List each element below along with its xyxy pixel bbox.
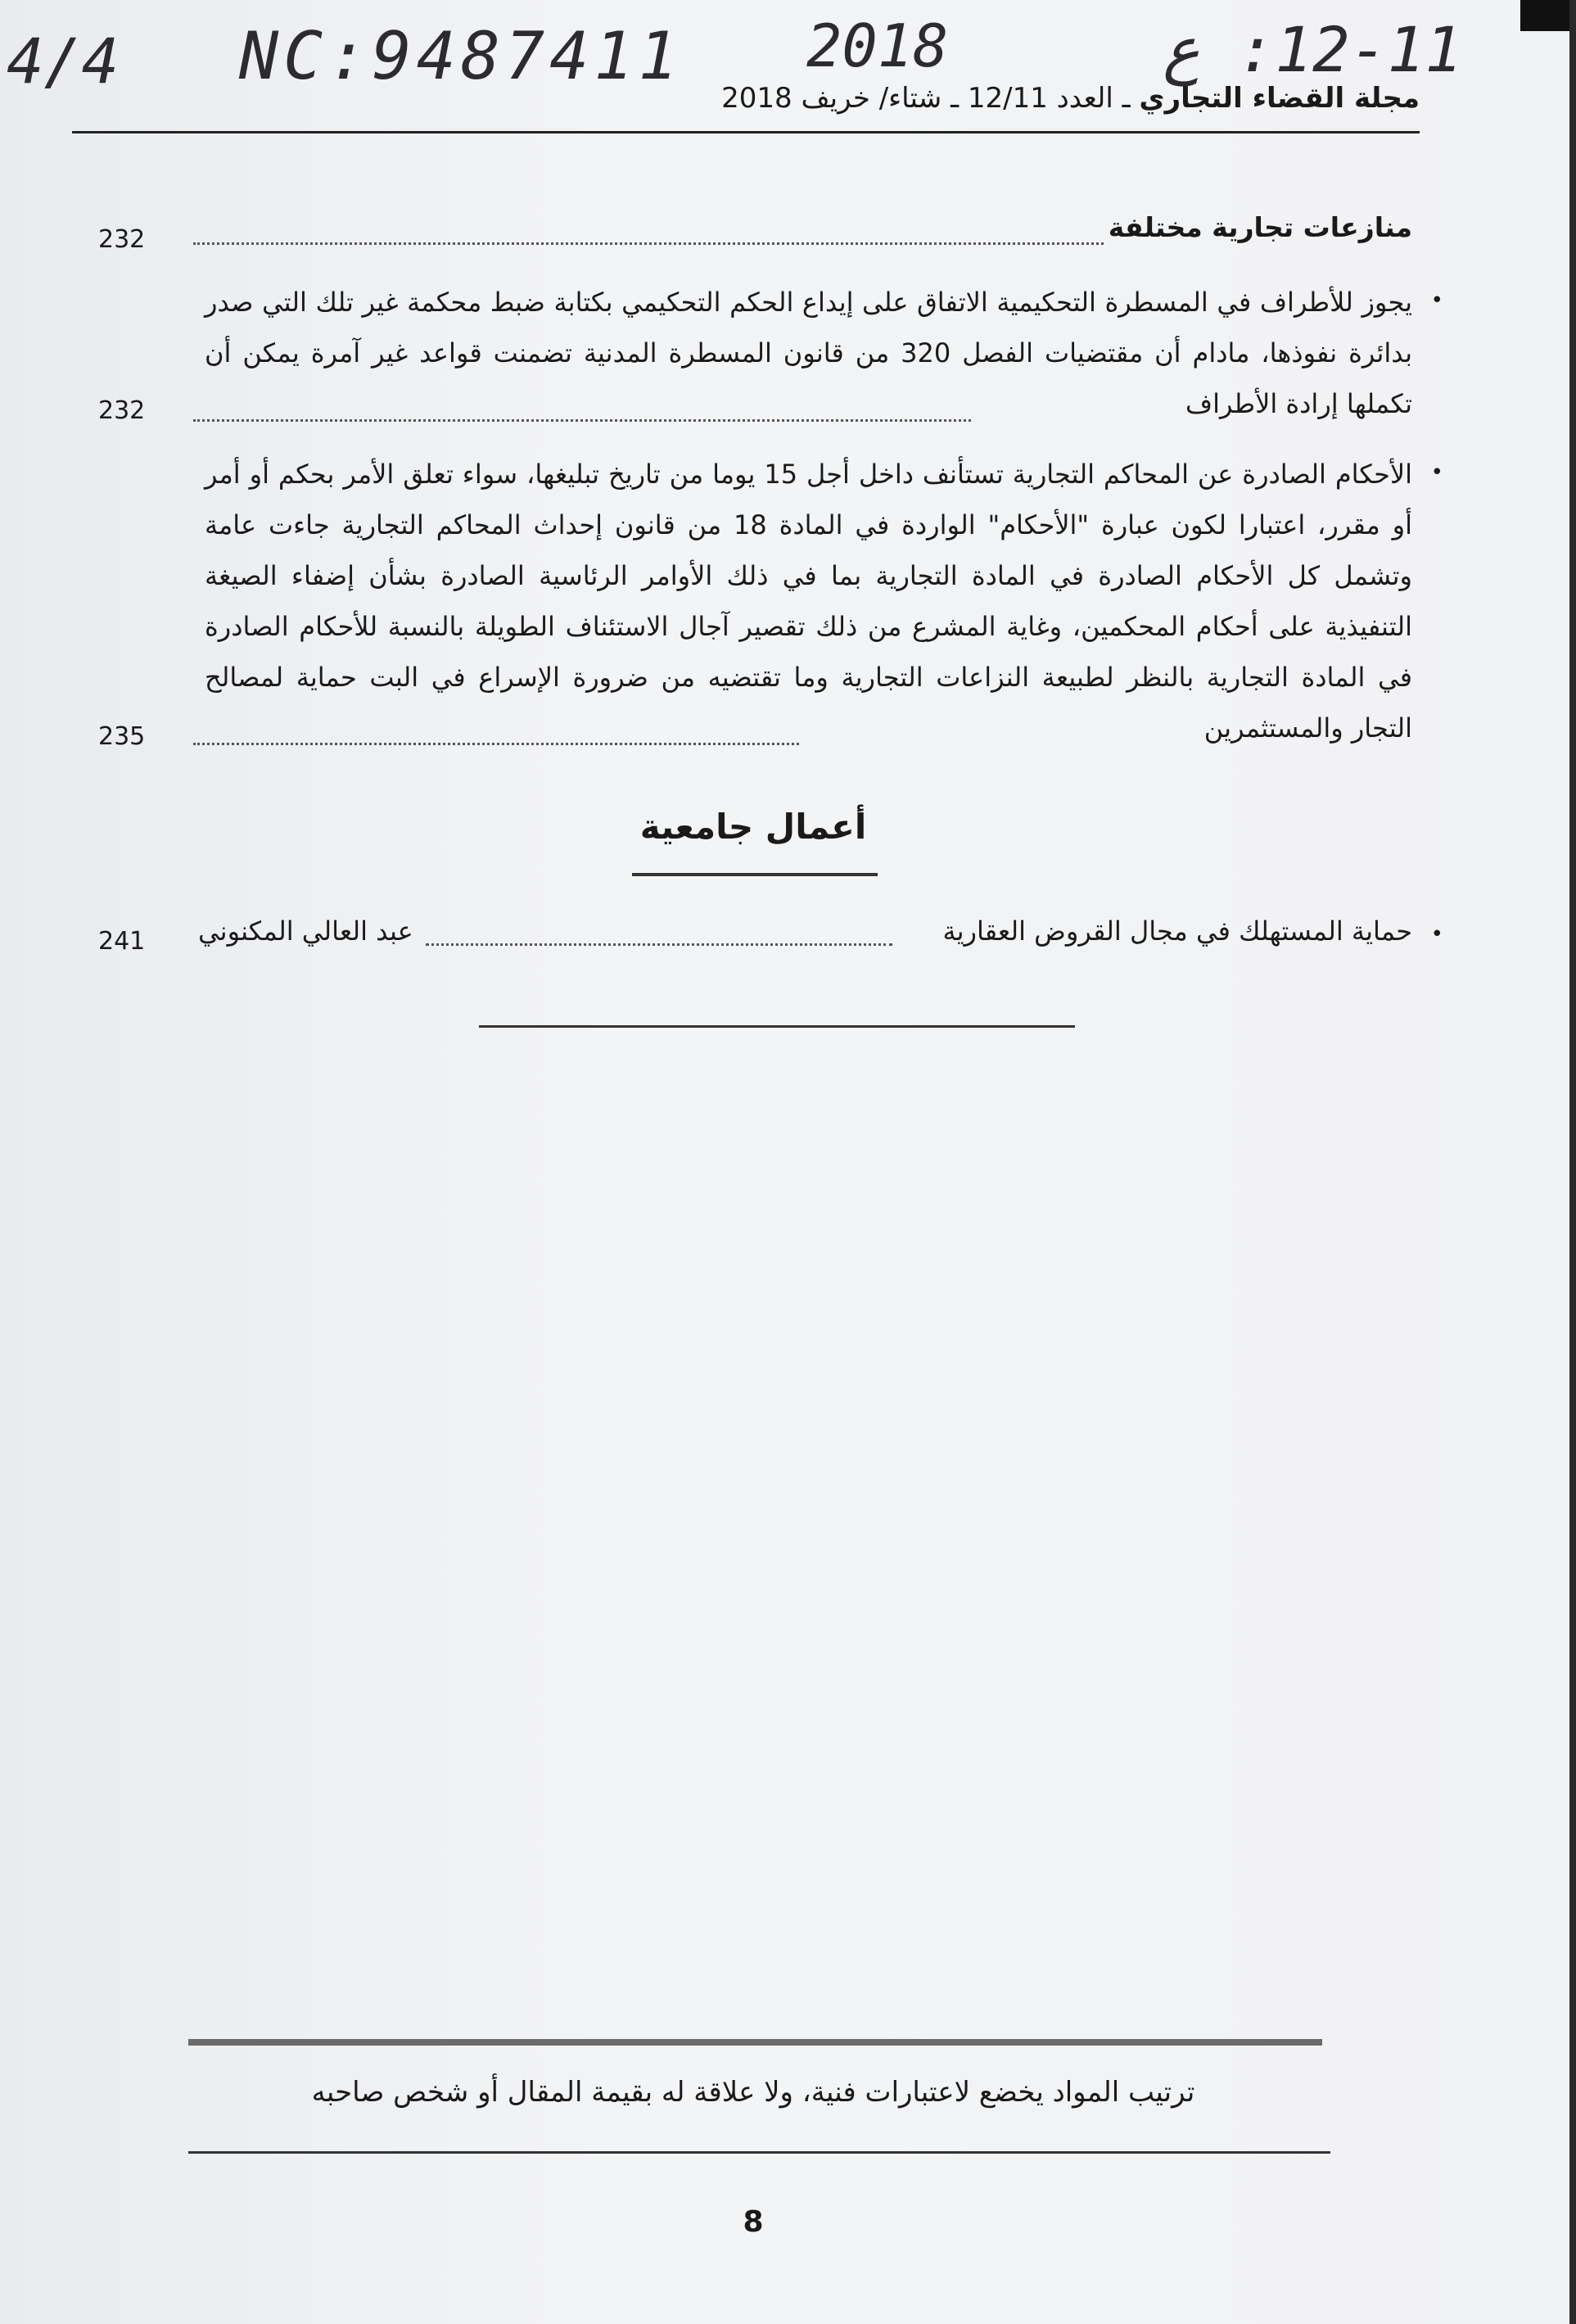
bullet-icon: • bbox=[1430, 922, 1443, 947]
bullet-icon: • bbox=[1430, 460, 1443, 485]
bullet-icon: • bbox=[1430, 288, 1443, 313]
section-leader-dots bbox=[193, 242, 1104, 245]
university-item-page-number: 241 bbox=[98, 927, 146, 956]
entry-page-number: 235 bbox=[98, 722, 146, 751]
toc-entry-text: الأحكام الصادرة عن المحاكم التجارية تستأنف داخل أجل 15 يوما من تاريخ تبليغها، سواء تعلق الأمر بحكم أو أمر أو مقرر، اعتبارا لكون عبارة "الأحكام" الواردة في المادة 18 من قانون إحداث المحاكم التجارية جاءت عامة وتشمل كل الأحكام الصادرة في المادة التجارية بما في ذلك الأوامر الرئاسية الصادرة بشأن إضفاء الصيغة التنفيذية على أحكام المحكمين، وغاية المشرع من ذلك تقصير آجال الاستئناف الطويلة بالنسبة للأحكام الصادرة في المادة التجارية بالنظر لطبيعة النزاعات التجارية وما تقتضيه من ضرورة الإسراع في البت حماية لمصالح التجار والمستثمرين bbox=[205, 459, 1413, 744]
university-item-author: عبد العالي المكنوني bbox=[198, 916, 413, 947]
entry-leader-dots bbox=[193, 743, 799, 745]
running-header bbox=[72, 74, 1420, 133]
journal-title: مجلة القضاء التجاري bbox=[1139, 82, 1420, 115]
section-title: منازعات تجارية مختلفة bbox=[1108, 211, 1412, 243]
handwritten-nc-number: NC:9487411 bbox=[239, 18, 683, 94]
university-title-underline bbox=[632, 873, 878, 876]
footer-note: ترتيب المواد يخضع لاعتبارات فنية، ولا علاقة له بقيمة المقال أو شخص صاحبه bbox=[311, 2076, 1195, 2109]
section-page-number: 232 bbox=[98, 225, 146, 254]
entry-leader-dots bbox=[193, 419, 971, 422]
toc-entry bbox=[205, 277, 1412, 429]
handwritten-page-count: 4/4 bbox=[7, 25, 120, 97]
content-end-rule bbox=[479, 1025, 1075, 1028]
entry-page-number: 232 bbox=[98, 396, 146, 425]
footer-top-rule bbox=[188, 2039, 1322, 2046]
handwritten-issue: 12-11: ع bbox=[1163, 13, 1463, 86]
page-number: 8 bbox=[743, 2205, 764, 2239]
university-item-leader-dots bbox=[426, 943, 892, 946]
toc-entry-text: يجوز للأطراف في المسطرة التحكيمية الاتفاق على إيداع الحكم التحكيمي بكتابة ضبط محكمة غير تلك التي صدر بدائرة نفوذها، مادام أن مقتضيات الفصل 320 من قانون المسطرة المدنية تضمنت قواعد غير آمرة يمكن أن تكملها إرادة الأطراف bbox=[205, 287, 1413, 419]
university-section-title: أعمال جامعية bbox=[639, 807, 867, 847]
scan-edge bbox=[1569, 0, 1576, 2324]
handwritten-year: 2018 bbox=[806, 11, 949, 80]
university-item-title: حماية المستهلك في مجال القروض العقارية bbox=[942, 916, 1412, 947]
journal-issue: ـ العدد 12/11 ـ شتاء/ خريف 2018 bbox=[721, 82, 1140, 115]
scan-corner bbox=[1520, 0, 1569, 31]
footer-bottom-rule bbox=[188, 2151, 1330, 2154]
toc-entry bbox=[205, 449, 1412, 753]
journal-header-text bbox=[721, 82, 1420, 115]
